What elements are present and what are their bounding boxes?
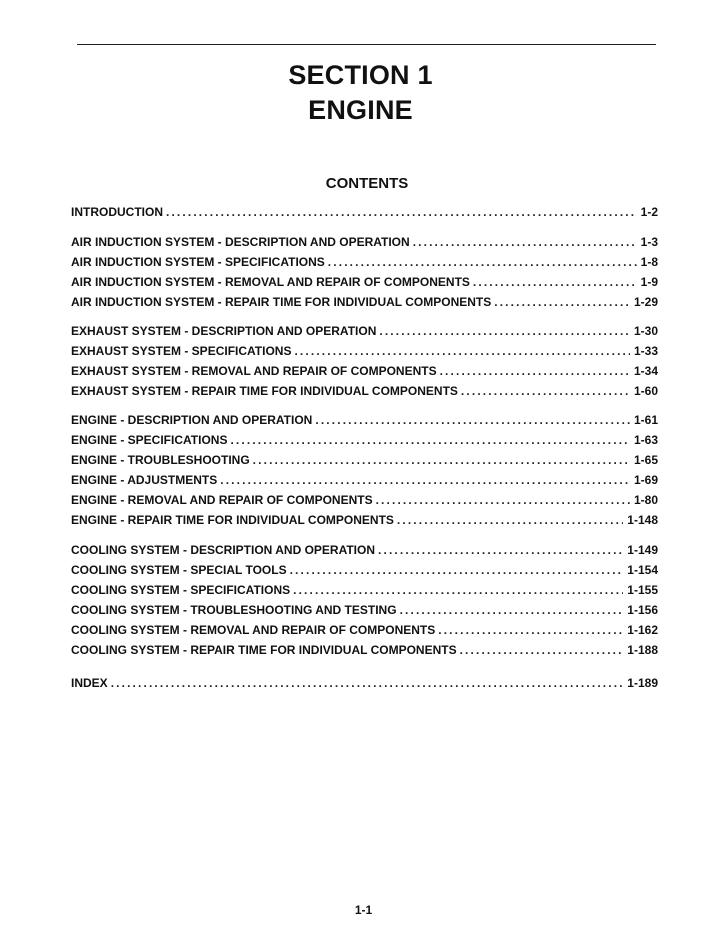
toc-entry-title: COOLING SYSTEM - REMOVAL AND REPAIR OF COMPONENTS: [71, 623, 436, 637]
toc-entry: [71, 344, 658, 359]
toc-entry-title: EXHAUST SYSTEM - SPECIFICATIONS: [71, 344, 292, 358]
toc-entry: [71, 324, 658, 339]
contents-heading: CONTENTS: [325, 175, 409, 192]
toc-entry: [71, 235, 658, 250]
toc-entry-page: 1-154: [627, 563, 658, 577]
toc-entry: [71, 413, 658, 428]
toc-dot-leader: [379, 324, 630, 339]
toc-entry-title: INDEX: [71, 676, 108, 690]
toc-dot-leader: [461, 384, 630, 399]
toc-entry-page: 1-61: [633, 413, 658, 427]
toc-entry-page: 1-69: [633, 473, 658, 487]
toc-entry-title: COOLING SYSTEM - REPAIR TIME FOR INDIVIDUAL COMPONENTS: [71, 643, 457, 657]
toc-entry: [71, 513, 658, 528]
toc-entry-page: 1-60: [633, 384, 658, 398]
toc-entry: [71, 493, 658, 508]
toc-dot-leader: [473, 275, 637, 290]
toc-entry-page: 1-156: [627, 603, 658, 617]
toc-dot-leader: [328, 255, 637, 270]
toc-entry: [71, 205, 658, 220]
toc-entry: [71, 676, 658, 691]
toc-entry: [71, 543, 658, 558]
toc-dot-leader: [111, 676, 624, 691]
toc-entry: [71, 275, 658, 290]
toc-entry-title: AIR INDUCTION SYSTEM - REMOVAL AND REPAIR OF COMPONENTS: [71, 275, 470, 289]
toc-entry-title: COOLING SYSTEM - TROUBLESHOOTING AND TESTING: [71, 603, 397, 617]
toc-entry-page: 1-9: [640, 275, 658, 289]
toc-entry-title: ENGINE - REPAIR TIME FOR INDIVIDUAL COMPONENTS: [71, 513, 394, 527]
toc-entry-title: EXHAUST SYSTEM - DESCRIPTION AND OPERATION: [71, 324, 377, 338]
toc-entry-title: INTRODUCTION: [71, 205, 163, 219]
toc-entry-page: 1-63: [633, 433, 658, 447]
toc-entry-page: 1-155: [627, 583, 658, 597]
toc-entry-title: AIR INDUCTION SYSTEM - DESCRIPTION AND OPERATION: [71, 235, 410, 249]
toc-entry-page: 1-149: [627, 543, 658, 557]
toc-entry-page: 1-30: [633, 324, 658, 338]
toc-dot-leader: [397, 513, 623, 528]
toc-entry-page: 1-80: [633, 493, 658, 507]
toc-dot-leader: [438, 623, 623, 638]
toc-entry-title: COOLING SYSTEM - DESCRIPTION AND OPERATION: [71, 543, 376, 557]
toc-dot-leader: [230, 433, 630, 448]
toc-entry-title: COOLING SYSTEM - SPECIAL TOOLS: [71, 563, 287, 577]
toc-dot-leader: [293, 583, 623, 598]
toc-dot-leader: [440, 364, 630, 379]
section-name: ENGINE: [308, 95, 413, 125]
toc-entry: [71, 255, 658, 270]
toc-entry: [71, 473, 658, 488]
toc-dot-leader: [376, 493, 630, 508]
toc-entry-page: 1-3: [640, 235, 658, 249]
toc-entry: [71, 603, 658, 618]
toc-entry-title: COOLING SYSTEM - SPECIFICATIONS: [71, 583, 291, 597]
toc-dot-leader: [400, 603, 624, 618]
toc-dot-leader: [220, 473, 630, 488]
toc-entry-title: AIR INDUCTION SYSTEM - REPAIR TIME FOR INDIVIDUAL COMPONENTS: [71, 295, 492, 309]
top-rule: [77, 44, 656, 45]
toc-dot-leader: [166, 205, 637, 220]
toc-entry-page: 1-148: [627, 513, 658, 527]
toc-entry: [71, 295, 658, 310]
toc-dot-leader: [253, 453, 630, 468]
toc-entry-page: 1-34: [633, 364, 658, 378]
toc-entry-page: 1-65: [633, 453, 658, 467]
toc-entry-title: ENGINE - ADJUSTMENTS: [71, 473, 218, 487]
toc-dot-leader: [378, 543, 623, 558]
toc-dot-leader: [494, 295, 630, 310]
toc-entry-page: 1-33: [633, 344, 658, 358]
toc-dot-leader: [294, 344, 630, 359]
toc-entry-page: 1-29: [633, 295, 658, 309]
toc-entry-page: 1-188: [627, 643, 658, 657]
toc-entry-title: ENGINE - DESCRIPTION AND OPERATION: [71, 413, 313, 427]
toc-entry: [71, 643, 658, 658]
toc-dot-leader: [460, 643, 624, 658]
toc-entry-title: ENGINE - SPECIFICATIONS: [71, 433, 228, 447]
toc-entry-page: 1-189: [627, 676, 658, 690]
page-number: 1-1: [354, 903, 373, 917]
toc-entry: [71, 623, 658, 638]
toc-entry: [71, 433, 658, 448]
toc-entry-page: 1-162: [627, 623, 658, 637]
toc-entry-title: EXHAUST SYSTEM - REMOVAL AND REPAIR OF COMPONENTS: [71, 364, 437, 378]
toc-entry: [71, 563, 658, 578]
toc-dot-leader: [315, 413, 630, 428]
toc-dot-leader: [290, 563, 624, 578]
toc-dot-leader: [413, 235, 637, 250]
toc-entry-page: 1-8: [640, 255, 658, 269]
toc-entry: [71, 453, 658, 468]
toc-entry: [71, 384, 658, 399]
toc-entry-title: ENGINE - TROUBLESHOOTING: [71, 453, 250, 467]
toc-entry-title: ENGINE - REMOVAL AND REPAIR OF COMPONENTS: [71, 493, 373, 507]
toc-entry-title: EXHAUST SYSTEM - REPAIR TIME FOR INDIVIDUAL COMPONENTS: [71, 384, 458, 398]
toc-entry-page: 1-2: [640, 205, 658, 219]
toc-entry: [71, 583, 658, 598]
toc-entry: [71, 364, 658, 379]
toc-entry-title: AIR INDUCTION SYSTEM - SPECIFICATIONS: [71, 255, 325, 269]
section-number: SECTION 1: [288, 60, 433, 90]
